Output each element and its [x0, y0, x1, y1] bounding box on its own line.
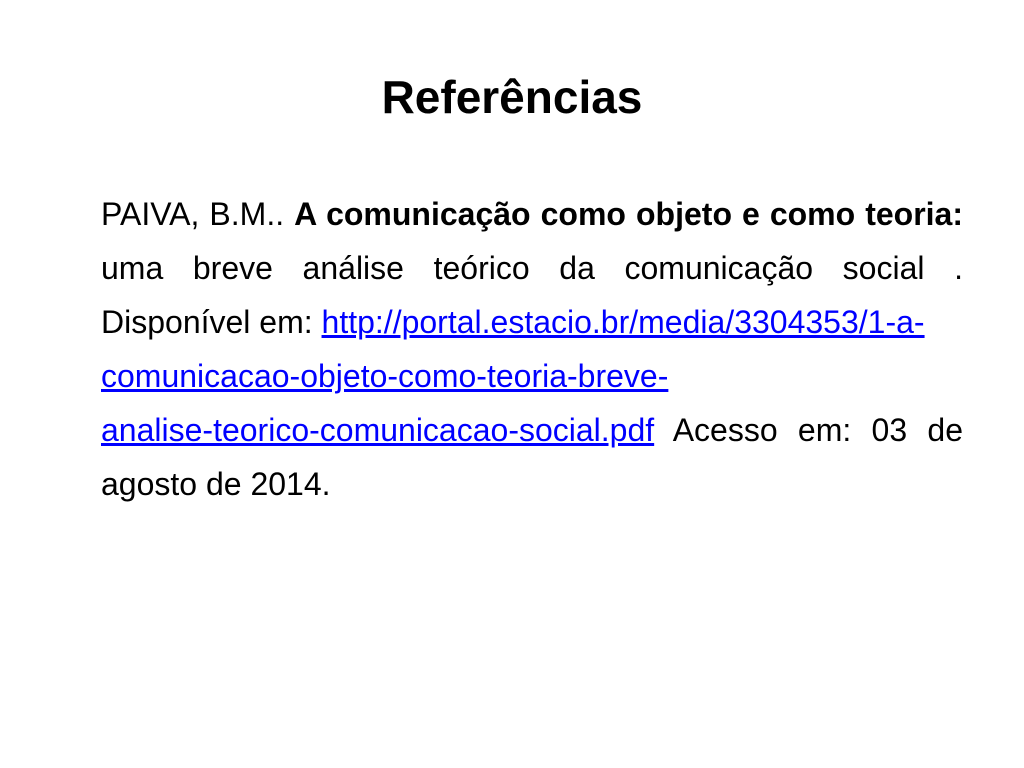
reference-link-line-3: analise-teorico-comunicacao-social.pdf	[101, 412, 655, 448]
reference-link-line-1: http://portal.estacio.br/media/3304353/1-a-	[321, 304, 925, 340]
reference-link-line-2: comunicacao-objeto-como-teoria-breve-	[101, 358, 669, 394]
reference-access-date: Acesso em: 03 de agosto de 2014.	[101, 412, 964, 502]
reference-entry	[101, 187, 963, 511]
reference-author: PAIVA, B.M..	[101, 196, 285, 232]
reference-subtitle: uma breve análise teórico da comunicação social . Disponível em:	[101, 250, 963, 340]
slide-title: Referências	[381, 71, 643, 123]
reference-title: A comunicação como objeto e como teoria:	[294, 196, 964, 232]
